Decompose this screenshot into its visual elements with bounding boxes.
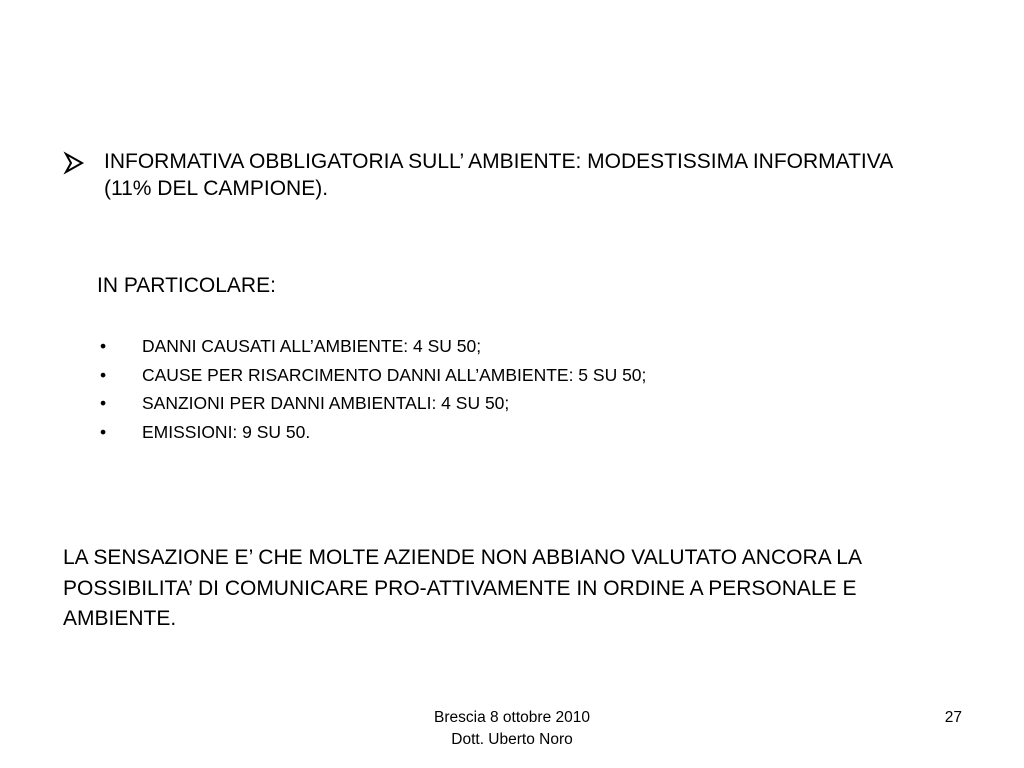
bullet-dot: • (100, 421, 107, 442)
list-item (100, 389, 646, 418)
list-item (100, 361, 646, 390)
main-bullet (62, 148, 962, 202)
main-bullet-text: INFORMATIVA OBBLIGATORIA SULL’ AMBIENTE: MODESTISSIMA INFORMATIVA (11% DEL CAMPIONE). (104, 150, 893, 200)
list-item-text: SANZIONI PER DANNI AMBIENTALI: 4 SU 50; (142, 393, 510, 413)
list-item (100, 332, 646, 361)
bullet-dot: • (100, 364, 107, 385)
subheading: IN PARTICOLARE: (97, 274, 276, 297)
bullet-list (100, 332, 646, 446)
list-item-text: DANNI CAUSATI ALL’AMBIENTE: 4 SU 50; (142, 336, 482, 356)
list-item (100, 418, 646, 447)
list-item-text: EMISSIONI: 9 SU 50. (142, 421, 311, 442)
bullet-dot: • (100, 393, 107, 413)
bullet-dot: • (100, 336, 107, 356)
conclusion-text: LA SENSAZIONE E’ CHE MOLTE AZIENDE NON ABBIANO VALUTATO ANCORA LA POSSIBILITA’ DI COMUNICARE PRO-ATTIVAMENTE IN ORDINE A PERSONALE E AMBIENTE. (63, 546, 861, 630)
arrow-bullet-icon (62, 150, 88, 176)
footer-location-date: Brescia 8 ottobre 2010 (434, 709, 590, 726)
page-number: 27 (944, 709, 962, 726)
footer (362, 707, 662, 751)
list-item-text: CAUSE PER RISARCIMENTO DANNI ALL’AMBIENTE: 5 SU 50; (142, 364, 647, 385)
footer-author: Dott. Uberto Noro (451, 731, 573, 748)
